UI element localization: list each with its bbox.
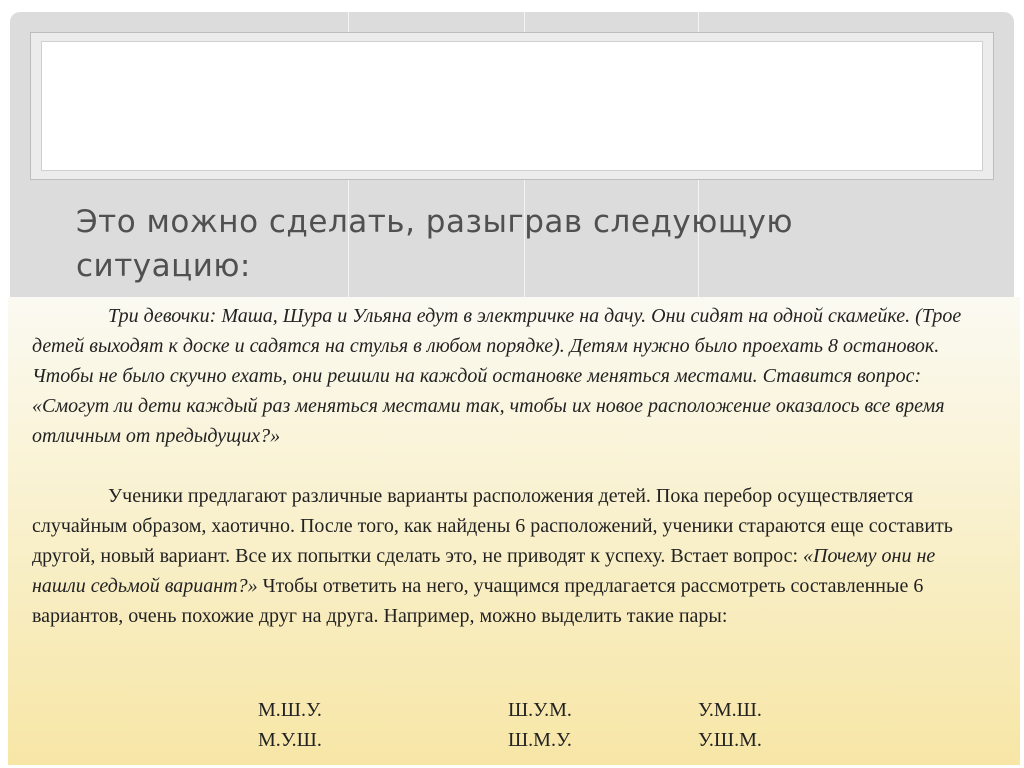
slide-subtitle: Это можно сделать, разыграв следующую ситуацию: [76,204,793,284]
explanation-question: «Почему они не нашли седьмой вариант?» [32,545,936,597]
arrangement-cell: М.У.Ш. [258,729,322,751]
story-paragraph: Три девочки: Маша, Шура и Ульяна едут в электричке на дачу. Они сидят на одной скамейке. (Трое детей выходят к доске и садятся на стулья в любом порядке). Детям нужно было проехать 8 остановок. Чтобы не было скучно ехать, они решили на каждой остановке меняться местами. Ставится вопрос: «Смогут ли дети каждый раз меняться местами так, чтобы их новое расположение оказалось все время отличным от предыдущих?» [32,305,962,447]
explanation-text-start: Ученики предлагают различные варианты расположения детей. Пока перебор осуществляется случайным образом, хаотично. После того, как найдены 6 расположений, ученики стараются еще составить другой, новый вариант. Все их попытки сделать это, не приводят к успеху. Встает вопрос: [32,485,953,567]
explanation-text-end: Чтобы ответить на него, учащимся предлагается рассмотреть составленные 6 вариантов, очень похожие друг на друга. Например, можно выделить такие пары: [32,575,924,627]
pair-row [8,699,1020,729]
arrangement-cell: М.Ш.У. [258,699,322,721]
explanation-paragraph [32,481,992,631]
document-excerpt [8,297,1020,765]
arrangement-cell: У.Ш.М. [698,729,762,751]
arrangement-cell: Ш.У.М. [508,699,572,721]
pair-row [8,729,1020,759]
arrangement-cell: Ш.М.У. [508,729,572,751]
arrangement-cell: У.М.Ш. [698,699,762,721]
title-placeholder [41,41,983,171]
arrangement-pairs [8,699,1020,759]
title-placeholder-frame [30,32,994,180]
